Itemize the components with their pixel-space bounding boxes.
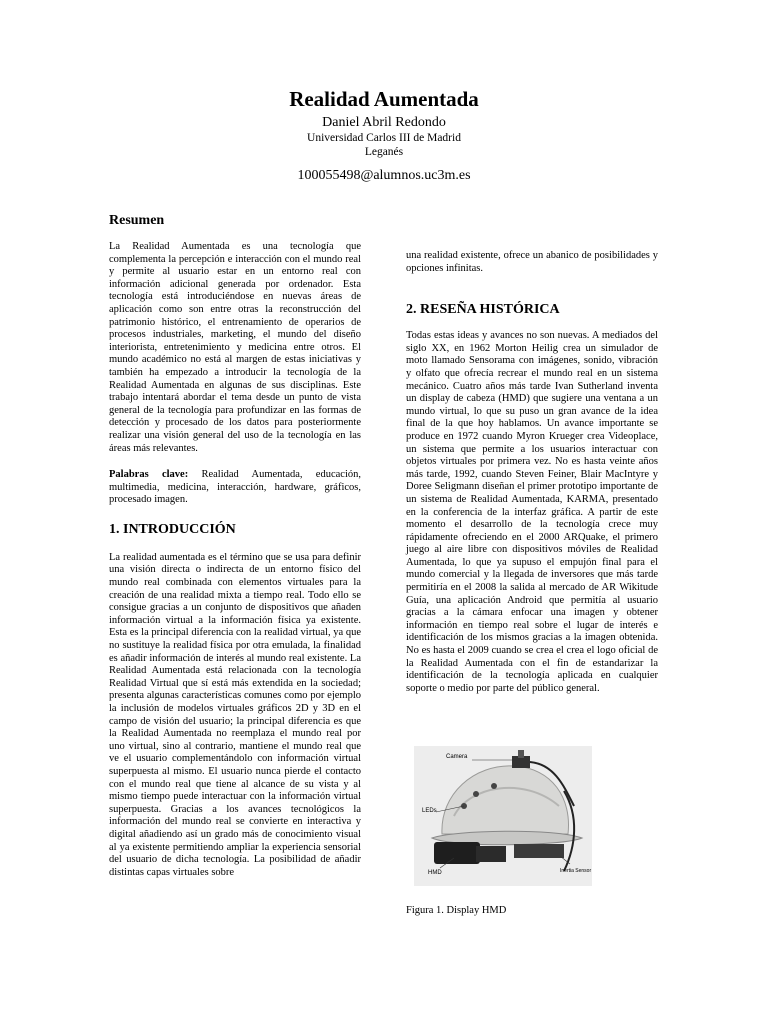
camera-label: Camera [446, 754, 468, 760]
affiliation-city: Leganés [364, 146, 404, 158]
section-1-text: La realidad aumentada es el término que se usa para definir una visión directa o indirecta de un entorno físico del mundo real combinada con elementos virtuales para la creación de una realidad mixta a tiempo real. Todo ello se consigue gracias a un conjunto de dispositivos que añaden información virtual a la información física ya existente. Esta es la principal diferencia con la realidad virtual, ya que no sustituye la realidad física por otra emulada, la finalidad es añadir información de interés al mundo real existente. La Realidad Aumentada está relacionada con la tecnología Realidad Virtual que sí está más extendida en la sociedad; presenta algunas características comunes como por ejemplo la inclusión de modelos virtuales gráficos 2D y 3D en el campo de visión del usuario; la principal diferencia es que la Realidad Aumentada no reemplaza el mundo real por uno virtual, sino al contrario, mantiene el mundo real que ve el usuario complementándolo con información virtual superpuesta al mismo. El usuario nunca pierde el contacto con el mundo real que tiene al alcance de su vista y al mismo tiempo puede interactuar con la información virtual superpuesta. Gracias a los avances tecnológicos la información del mundo real se convierte en interactiva y digital añadiendo así un grado más de conocimiento visual al ya existente permitiendo ampliar la experiencia sensorial del usuario de dicha tecnología. La posibilidad de añadir distintas capas virtuales sobre [109, 551, 361, 878]
figure-hmd-photo [414, 746, 592, 886]
affiliation: Universidad Carlos III de Madrid [307, 132, 461, 144]
hmd-label: HMD [428, 870, 442, 876]
figure-caption: Figura 1. Display HMD [406, 905, 507, 916]
left-column [109, 212, 361, 879]
section-1-continuation: una realidad existente, ofrece un abanico de posibilidades y opciones infinitas. [406, 250, 658, 274]
right-column [406, 250, 658, 695]
paper-header [0, 86, 768, 184]
keywords-label: Palabras clave: [109, 469, 189, 481]
keywords-text: Realidad Aumentada, educación, multimedia, medicina, interacción, hardware, gráficos, procesado imagen. [109, 469, 361, 506]
abstract-text: La Realidad Aumentada es una tecnología que complementa la percepción e interacción con el mundo real y permite al usuario estar en un entorno real con información adicional generada por ordenador. Esta tecnología está introduciéndose en nuevas áreas de aplicación como son entre otras la reconstrucción del patrimonio histórico, el entrenamiento de operarios de procesos industriales, marketing, el mundo del diseño interiorista, entretenimiento y medicina entre otros. El mundo académico no está al margen de estas iniciativas y también ha empezado a introducir la tecnología de la Realidad Aumentada en algunas de sus disciplinas. Este trabajo intentará abordar el tema desde un punto de vista general de la tecnología para profundizar en las formas de detección y procesado de los datos para posteriormente realizar una visión general del uso de la tecnología en las áreas más relevantes. [109, 241, 361, 454]
section-2-text: Todas estas ideas y avances no son nuevas. A mediados del siglo XX, en 1962 Morton Heilig crea un simulador de moto llamado Sensorama con imágenes, sonido, vibración y olfato que ofrecía recrear el mundo real en un sistema mecánico. Cuatro años más tarde Ivan Sutherland inventa un display de cabeza (HMD) que sugiere una ventana a un mundo virtual, lo que su puso un gran avance de la idea final de la que hoy hablamos. Un avance importante se produce en 1972 cuando Myron Krueger crea Videoplace, un sistema que permite a los usuarios interactuar con objetos virtuales por primera vez. No es hasta veinte años más tarde, 1992, cuando Steven Feiner, Blair MacIntyre y Doree Seligmann diseñan el primer prototipo importante de un sistema de Realidad Aumentada, KARMA, presentado en la conferencia de la interfaz gráfica. A partir de este momento el desarrollo de la tecnología crece muy rápidamente ofreciendo en el 2000 ARQuake, el primero juego al aire libre con dispositivos móviles de Realidad Aumentada, lo que ya supuso el empujón final para el mundo comercial y la llegada de inversores que más tarde permitiría en el 2008 la salida al mercado de AR Wikitude Guía, una aplicación Android que permitía al usuario gracias a la cámara enfocar una imagen y obtener información en tiempo real sobre el lugar de interés e identificación de los mismos gracias a la imagen obtenida. No es hasta el 2009 cuando se crea el crea el logo oficial de la Realidad Aumentada con el fin de estandarizar la identificación de la tecnología aplicada en cualquier soporte o medio por parte del público general. [406, 330, 658, 694]
keywords [109, 469, 361, 507]
paper-title: Realidad Aumentada [289, 87, 479, 111]
section-2-heading: 2. RESEÑA HISTÓRICA [406, 302, 560, 318]
leds-label: LEDs [422, 808, 437, 814]
section-1-heading: 1. INTRODUCCIÓN [109, 521, 236, 537]
sensor-label: Inertia Sensor [560, 868, 592, 874]
author-name: Daniel Abril Redondo [322, 115, 446, 130]
abstract-heading: Resumen [109, 213, 165, 228]
author-email: 100055498@alumnos.uc3m.es [297, 168, 471, 183]
hmd-helmet-illustration [414, 746, 592, 886]
